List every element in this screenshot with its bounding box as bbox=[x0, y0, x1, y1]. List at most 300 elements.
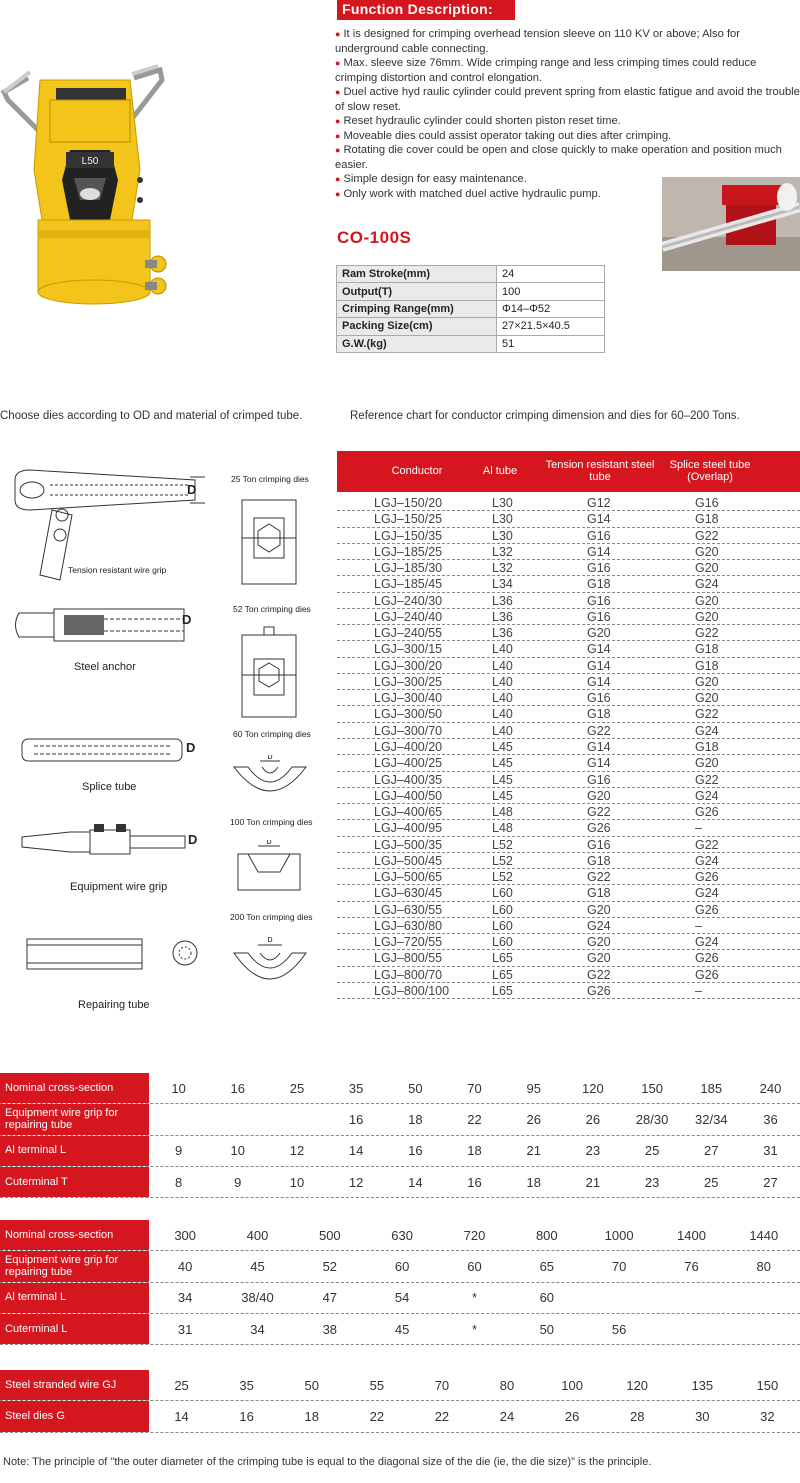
svg-text:D: D bbox=[266, 840, 272, 846]
table-row bbox=[337, 609, 800, 625]
row-label: Equipment wire grip for repairing tube bbox=[0, 1104, 149, 1134]
table-row bbox=[337, 739, 800, 755]
table-row bbox=[337, 576, 800, 592]
table-cell: LGJ–500/45 bbox=[374, 853, 443, 868]
die-60-diagram bbox=[232, 755, 308, 805]
table-cell: G20 bbox=[587, 626, 611, 641]
col-conductor: Conductor bbox=[391, 465, 443, 477]
bullet-icon: ● bbox=[335, 174, 341, 184]
spec-row: G.W.(kg) 51 bbox=[337, 335, 605, 352]
function-item: ● It is designed for crimping overhead tension sleeve on 110 KV or above; Also for underground cable connecting. bbox=[335, 28, 740, 55]
table-cell: LGJ–400/50 bbox=[374, 788, 443, 803]
table-cell: 45 bbox=[394, 1321, 410, 1337]
table-cell: 54 bbox=[394, 1290, 410, 1306]
table-cell: G14 bbox=[587, 642, 611, 657]
table-row bbox=[337, 902, 800, 918]
die-60-caption: 60 Ton crimping dies bbox=[233, 729, 311, 739]
table-cell: G22 bbox=[587, 805, 611, 820]
cross-section-table-2 bbox=[0, 1220, 800, 1345]
table-cell: G24 bbox=[587, 918, 611, 933]
table-row bbox=[337, 772, 800, 788]
table-row bbox=[0, 1283, 800, 1314]
table-row bbox=[337, 967, 800, 983]
table-cell: L30 bbox=[492, 496, 513, 510]
table-cell: G14 bbox=[587, 658, 611, 673]
table-row bbox=[337, 544, 800, 560]
function-item: ● Reset hydraulic cylinder could shorten piston reset time. bbox=[335, 115, 621, 127]
table-cell: LGJ–300/50 bbox=[374, 707, 443, 722]
table-cell: LGJ–150/25 bbox=[374, 512, 443, 527]
equipment-grip-caption: Equipment wire grip bbox=[70, 881, 168, 893]
row-values bbox=[149, 1104, 800, 1134]
row-label: Cuterminal T bbox=[0, 1167, 149, 1197]
table-cell: 150 bbox=[756, 1377, 779, 1393]
table-cell: 22 bbox=[467, 1111, 482, 1127]
table-row bbox=[337, 528, 800, 544]
table-cell: G20 bbox=[587, 951, 611, 966]
table-cell: L60 bbox=[492, 918, 513, 933]
table-cell: G16 bbox=[587, 528, 611, 543]
bullet-icon: ● bbox=[335, 130, 341, 141]
table-cell: 1400 bbox=[677, 1227, 706, 1243]
table-cell: LGJ–240/40 bbox=[374, 609, 443, 624]
table-cell: G18 bbox=[695, 658, 719, 673]
table-cell: LGJ–150/20 bbox=[374, 496, 443, 510]
table-row bbox=[337, 885, 800, 901]
table-cell: 27 bbox=[763, 1174, 778, 1190]
die-100-diagram bbox=[234, 840, 304, 894]
d-mark: D bbox=[188, 832, 198, 847]
table-row bbox=[337, 934, 800, 950]
table-cell: 56 bbox=[611, 1321, 627, 1337]
table-cell: 34 bbox=[250, 1321, 265, 1337]
table-cell: L40 bbox=[492, 674, 513, 689]
table-cell: LGJ–400/25 bbox=[374, 756, 443, 771]
crimping-tool-image bbox=[0, 60, 190, 330]
row-values bbox=[149, 1283, 800, 1313]
table-cell: L48 bbox=[492, 821, 513, 836]
table-row bbox=[337, 820, 800, 836]
table-cell: G24 bbox=[695, 723, 719, 738]
table-cell: L45 bbox=[492, 739, 513, 754]
table-cell: G18 bbox=[587, 886, 611, 901]
repairing-tube-diagram bbox=[25, 935, 205, 975]
row-values bbox=[149, 1167, 800, 1197]
table-cell: 23 bbox=[585, 1143, 601, 1159]
table-cell: LGJ–300/20 bbox=[374, 658, 443, 673]
table-cell: L52 bbox=[492, 870, 513, 885]
table-cell: G22 bbox=[695, 837, 719, 852]
table-cell: – bbox=[695, 983, 702, 998]
table-cell: 25 bbox=[174, 1377, 189, 1393]
table-cell: 12 bbox=[289, 1143, 305, 1159]
table-cell: 70 bbox=[611, 1258, 627, 1274]
table-cell: 100 bbox=[561, 1377, 583, 1393]
table-row bbox=[337, 625, 800, 641]
table-cell: 18 bbox=[408, 1111, 423, 1127]
table-cell: 120 bbox=[626, 1377, 649, 1393]
splice-tube-caption: Splice tube bbox=[82, 781, 137, 793]
table-cell: G20 bbox=[695, 674, 719, 689]
table-cell: L45 bbox=[492, 756, 513, 771]
table-cell: L30 bbox=[492, 528, 513, 543]
table-cell: 14 bbox=[408, 1174, 423, 1190]
table-cell: 300 bbox=[174, 1227, 197, 1243]
table-cell: G16 bbox=[587, 561, 611, 576]
table-cell: L40 bbox=[492, 723, 513, 738]
table-cell: G14 bbox=[587, 739, 611, 754]
table-cell: G24 bbox=[695, 788, 719, 803]
bullet-icon: ● bbox=[335, 145, 341, 155]
steel-anchor-diagram bbox=[14, 605, 194, 645]
steel-anchor-caption: Steel anchor bbox=[74, 661, 136, 673]
table-cell: G22 bbox=[587, 723, 611, 738]
table-row bbox=[0, 1167, 800, 1198]
table-cell: 36 bbox=[763, 1111, 778, 1127]
table-cell: 185 bbox=[700, 1080, 723, 1096]
bullet-icon: ● bbox=[335, 87, 341, 97]
table-cell: LGJ–240/55 bbox=[374, 626, 443, 641]
table-row bbox=[0, 1220, 800, 1251]
table-cell: 1440 bbox=[749, 1227, 779, 1243]
table-row bbox=[337, 723, 800, 739]
table-cell: L65 bbox=[492, 967, 513, 982]
table-cell: 30 bbox=[695, 1408, 710, 1424]
table-cell: G12 bbox=[587, 496, 611, 510]
table-cell: 28/30 bbox=[635, 1111, 669, 1127]
table-cell: 26 bbox=[564, 1408, 580, 1424]
table-cell: 21 bbox=[585, 1174, 601, 1190]
table-cell: G22 bbox=[587, 967, 611, 982]
table-cell: LGJ–150/35 bbox=[374, 528, 443, 543]
table-cell: 32 bbox=[760, 1408, 775, 1424]
function-item: ● Max. sleeve size 76mm. Wide crimping range and less crimping times could reduce crimping distortion and control elongation. bbox=[335, 57, 757, 84]
row-values bbox=[149, 1136, 800, 1166]
table-cell: 240 bbox=[759, 1080, 782, 1096]
table-cell: 45 bbox=[250, 1258, 265, 1274]
row-label: Steel stranded wire GJ bbox=[0, 1370, 149, 1400]
table-cell: 76 bbox=[684, 1258, 699, 1274]
bullet-icon: ● bbox=[335, 58, 341, 68]
table-row bbox=[337, 593, 800, 609]
table-cell: L65 bbox=[492, 951, 513, 966]
footnote: Note: The principle of "the outer diameter of the crimping tube is equal to the diagonal size of the die (ie, the die size)" is the principle. bbox=[3, 1456, 652, 1468]
table-cell: 34 bbox=[177, 1290, 193, 1306]
table-row bbox=[337, 560, 800, 576]
table-cell: G26 bbox=[695, 870, 719, 885]
table-cell: LGJ–240/30 bbox=[374, 593, 443, 608]
table-cell: 120 bbox=[582, 1080, 604, 1096]
table-cell: 24 bbox=[499, 1408, 515, 1424]
table-cell: L65 bbox=[492, 983, 513, 998]
table-cell: 14 bbox=[348, 1143, 364, 1159]
table-cell: 55 bbox=[369, 1377, 385, 1393]
table-cell: LGJ–300/15 bbox=[374, 642, 443, 657]
row-label: Steel dies G bbox=[0, 1401, 149, 1431]
table-row bbox=[337, 495, 800, 511]
table-cell: LGJ–400/20 bbox=[374, 739, 443, 754]
table-cell: LGJ–630/45 bbox=[374, 886, 443, 901]
table-cell: 400 bbox=[246, 1227, 269, 1243]
table-cell: L40 bbox=[492, 658, 513, 673]
table-cell: 9 bbox=[234, 1174, 242, 1190]
table-cell: 95 bbox=[526, 1080, 541, 1096]
table-cell: 28 bbox=[629, 1408, 645, 1424]
die-25-diagram bbox=[240, 498, 298, 586]
row-values bbox=[149, 1073, 800, 1103]
table-cell: G18 bbox=[695, 642, 719, 657]
table-cell: L40 bbox=[492, 691, 513, 706]
table-cell: 16 bbox=[230, 1080, 246, 1096]
table-cell: G24 bbox=[695, 577, 719, 592]
table-cell: 16 bbox=[348, 1111, 364, 1127]
table-cell: 40 bbox=[177, 1258, 193, 1274]
table-cell: 10 bbox=[289, 1174, 305, 1190]
bullet-icon: ● bbox=[335, 116, 341, 126]
table-cell: 135 bbox=[691, 1377, 714, 1393]
table-cell: LGJ–800/55 bbox=[374, 951, 443, 966]
row-label: Nominal cross-section bbox=[0, 1073, 149, 1103]
table-cell: G22 bbox=[695, 707, 719, 722]
table-cell: LGJ–185/30 bbox=[374, 561, 443, 576]
bullet-icon: ● bbox=[335, 188, 341, 199]
table-cell: L32 bbox=[492, 544, 513, 559]
row-values bbox=[149, 1314, 800, 1344]
table-cell: L45 bbox=[492, 788, 513, 803]
table-cell: G18 bbox=[587, 707, 611, 722]
table-row bbox=[337, 950, 800, 966]
table-cell: L30 bbox=[492, 512, 513, 527]
table-cell: 18 bbox=[467, 1143, 482, 1159]
die-52-caption: 52 Ton crimping dies bbox=[233, 604, 311, 614]
table-cell: G26 bbox=[695, 951, 719, 966]
table-row bbox=[337, 983, 800, 999]
table-row bbox=[0, 1104, 800, 1135]
row-values bbox=[149, 1370, 800, 1400]
die-200-diagram bbox=[232, 935, 308, 993]
spec-row: Crimping Range(mm) Φ14–Φ52 bbox=[337, 300, 605, 317]
col-tension-steel-tube: Tension resistant steel tube bbox=[545, 459, 655, 483]
table-cell: 31 bbox=[177, 1321, 193, 1337]
table-row bbox=[337, 674, 800, 690]
table-row bbox=[337, 804, 800, 820]
table-cell: * bbox=[471, 1290, 477, 1306]
function-item: ● Only work with matched duel active hydraulic pump. bbox=[335, 187, 601, 200]
table-cell: 720 bbox=[463, 1227, 486, 1243]
table-cell: G22 bbox=[587, 870, 611, 885]
function-list bbox=[335, 27, 800, 201]
repairing-tube-caption: Repairing tube bbox=[78, 999, 150, 1011]
table-cell: – bbox=[695, 821, 702, 836]
table-cell: L36 bbox=[492, 593, 513, 608]
table-cell: L45 bbox=[492, 772, 513, 787]
table-cell: 630 bbox=[391, 1227, 413, 1243]
row-label: Al terminal L bbox=[0, 1283, 149, 1313]
table-cell: G16 bbox=[587, 772, 611, 787]
table-cell: LGJ–800/70 bbox=[374, 967, 443, 982]
table-cell: 18 bbox=[526, 1174, 541, 1190]
table-cell: G16 bbox=[695, 496, 719, 510]
function-item: ● Duel active hyd raulic cylinder could prevent spring from elastic fatigue and avoid the trouble of slow reset. bbox=[335, 86, 800, 113]
table-cell: G16 bbox=[587, 691, 611, 706]
table-cell: 26 bbox=[585, 1111, 601, 1127]
table-cell: 25 bbox=[704, 1174, 719, 1190]
table-cell: 35 bbox=[239, 1377, 254, 1393]
table-cell: G16 bbox=[587, 609, 611, 624]
tension-grip-caption: Tension resistant wire grip bbox=[68, 565, 167, 575]
row-label: Cuterminal L bbox=[0, 1314, 149, 1344]
table-cell: G26 bbox=[695, 902, 719, 917]
table-cell: 500 bbox=[318, 1227, 341, 1243]
reference-left-text: Choose dies according to OD and material of crimped tube. bbox=[0, 410, 303, 422]
function-description-badge: Function Description: bbox=[337, 0, 515, 20]
table-cell: G16 bbox=[587, 837, 611, 852]
col-splice-steel-tube: Splice steel tube (Overlap) bbox=[669, 459, 751, 483]
bullet-icon: ● bbox=[335, 29, 341, 39]
table-cell: G24 bbox=[695, 853, 719, 868]
table-cell: LGJ–500/35 bbox=[374, 837, 443, 852]
table-cell: 8 bbox=[174, 1174, 183, 1190]
table-cell: 16 bbox=[408, 1143, 423, 1159]
table-cell: 10 bbox=[171, 1080, 186, 1096]
table-cell: 23 bbox=[644, 1174, 660, 1190]
table-cell: G14 bbox=[587, 544, 611, 559]
table-cell: 38 bbox=[322, 1321, 338, 1337]
table-cell: L36 bbox=[492, 626, 513, 641]
svg-text:D: D bbox=[267, 755, 273, 761]
table-row bbox=[0, 1401, 800, 1432]
table-cell: G18 bbox=[695, 512, 719, 527]
d-mark: D bbox=[186, 740, 196, 755]
row-values bbox=[149, 1251, 800, 1281]
table-cell: LGJ–400/95 bbox=[374, 821, 443, 836]
table-cell: 50 bbox=[539, 1321, 555, 1337]
table-row bbox=[337, 788, 800, 804]
table-row bbox=[0, 1314, 800, 1345]
table-cell: L32 bbox=[492, 561, 513, 576]
table-cell: G16 bbox=[587, 593, 611, 608]
table-cell: G14 bbox=[587, 756, 611, 771]
table-cell: LGJ–500/65 bbox=[374, 870, 443, 885]
table-cell: 22 bbox=[434, 1408, 450, 1424]
spec-row: Ram Stroke(mm) 24 bbox=[337, 266, 605, 283]
table-cell: 50 bbox=[304, 1377, 319, 1393]
table-cell: 12 bbox=[348, 1174, 364, 1190]
table-cell: L60 bbox=[492, 935, 513, 950]
table-cell: LGJ–720/55 bbox=[374, 935, 443, 950]
table-row bbox=[337, 511, 800, 527]
table-cell: G14 bbox=[587, 674, 611, 689]
table-cell: 32/34 bbox=[695, 1111, 728, 1127]
table-cell: 26 bbox=[526, 1111, 541, 1127]
table-cell: 35 bbox=[348, 1080, 364, 1096]
table-cell: – bbox=[695, 918, 702, 933]
table-cell: 27 bbox=[704, 1143, 719, 1159]
table-cell: LGJ–400/35 bbox=[374, 772, 443, 787]
table-cell: G20 bbox=[695, 756, 719, 771]
table-cell: G26 bbox=[587, 821, 611, 836]
table-cell: L40 bbox=[492, 642, 513, 657]
equipment-grip-diagram bbox=[20, 822, 190, 862]
table-cell: LGJ–400/65 bbox=[374, 805, 443, 820]
table-cell: 9 bbox=[174, 1143, 183, 1159]
table-cell: 38/40 bbox=[241, 1290, 274, 1306]
spec-row: Output(T) 100 bbox=[337, 283, 605, 300]
table-cell: 60 bbox=[539, 1290, 555, 1306]
table-cell: G20 bbox=[695, 593, 719, 608]
table-cell: 80 bbox=[756, 1258, 772, 1274]
table-cell: 10 bbox=[230, 1143, 246, 1159]
reference-right-text: Reference chart for conductor crimping dimension and dies for 60–200 Tons. bbox=[350, 410, 740, 422]
spec-table bbox=[336, 265, 605, 353]
table-cell: 16 bbox=[239, 1408, 254, 1424]
table-cell: L36 bbox=[492, 609, 513, 624]
function-item: ● Simple design for easy maintenance. bbox=[335, 173, 527, 185]
table-row bbox=[337, 658, 800, 674]
row-values bbox=[149, 1401, 800, 1431]
table-cell: L60 bbox=[492, 886, 513, 901]
table-cell: G24 bbox=[695, 886, 719, 901]
table-cell: L52 bbox=[492, 837, 513, 852]
table-cell: 50 bbox=[408, 1080, 423, 1096]
table-cell: G20 bbox=[587, 902, 611, 917]
table-row bbox=[0, 1073, 800, 1104]
table-cell: 1000 bbox=[604, 1227, 634, 1243]
cross-section-table-1 bbox=[0, 1073, 800, 1198]
d-mark: D bbox=[187, 482, 197, 497]
table-row bbox=[337, 641, 800, 657]
field-usage-photo bbox=[662, 177, 800, 271]
function-item: ● Rotating die cover could be open and close quickly to make operation and position much easier. bbox=[335, 144, 782, 171]
table-cell: 21 bbox=[526, 1143, 541, 1159]
table-cell: 31 bbox=[763, 1143, 778, 1159]
table-cell: G20 bbox=[695, 544, 719, 559]
row-label: Nominal cross-section bbox=[0, 1220, 149, 1250]
table-row bbox=[337, 853, 800, 869]
table-cell: LGJ–800/100 bbox=[374, 983, 450, 998]
table-row bbox=[0, 1251, 800, 1282]
table-cell: G20 bbox=[695, 691, 719, 706]
table-cell: LGJ–185/25 bbox=[374, 544, 443, 559]
table-cell: 80 bbox=[499, 1377, 515, 1393]
table-cell: 18 bbox=[304, 1408, 319, 1424]
table-cell: 800 bbox=[535, 1227, 558, 1243]
row-label: Equipment wire grip for repairing tube bbox=[0, 1251, 149, 1281]
model-title: CO-100S bbox=[337, 228, 412, 247]
table-cell: G26 bbox=[587, 983, 611, 998]
table-cell: 65 bbox=[539, 1258, 555, 1274]
table-cell: LGJ–300/70 bbox=[374, 723, 443, 738]
table-row bbox=[337, 837, 800, 853]
table-cell: 150 bbox=[641, 1080, 663, 1096]
table-cell: L34 bbox=[492, 577, 513, 592]
table-row bbox=[337, 918, 800, 934]
row-values bbox=[149, 1220, 800, 1250]
table-cell: L48 bbox=[492, 805, 513, 820]
table-row bbox=[0, 1370, 800, 1401]
table-cell: 70 bbox=[467, 1080, 482, 1096]
table-row bbox=[337, 706, 800, 722]
table-row bbox=[337, 869, 800, 885]
table-cell: 60 bbox=[467, 1258, 482, 1274]
table-cell: 14 bbox=[174, 1408, 189, 1424]
table-cell: G20 bbox=[695, 609, 719, 624]
table-cell: G20 bbox=[695, 561, 719, 576]
col-al-tube: Al tube bbox=[482, 465, 518, 477]
table-cell: LGJ–630/55 bbox=[374, 902, 443, 917]
table-cell: G14 bbox=[587, 512, 611, 527]
function-item: ● Moveable dies could assist operator taking out dies after crimping. bbox=[335, 129, 672, 142]
